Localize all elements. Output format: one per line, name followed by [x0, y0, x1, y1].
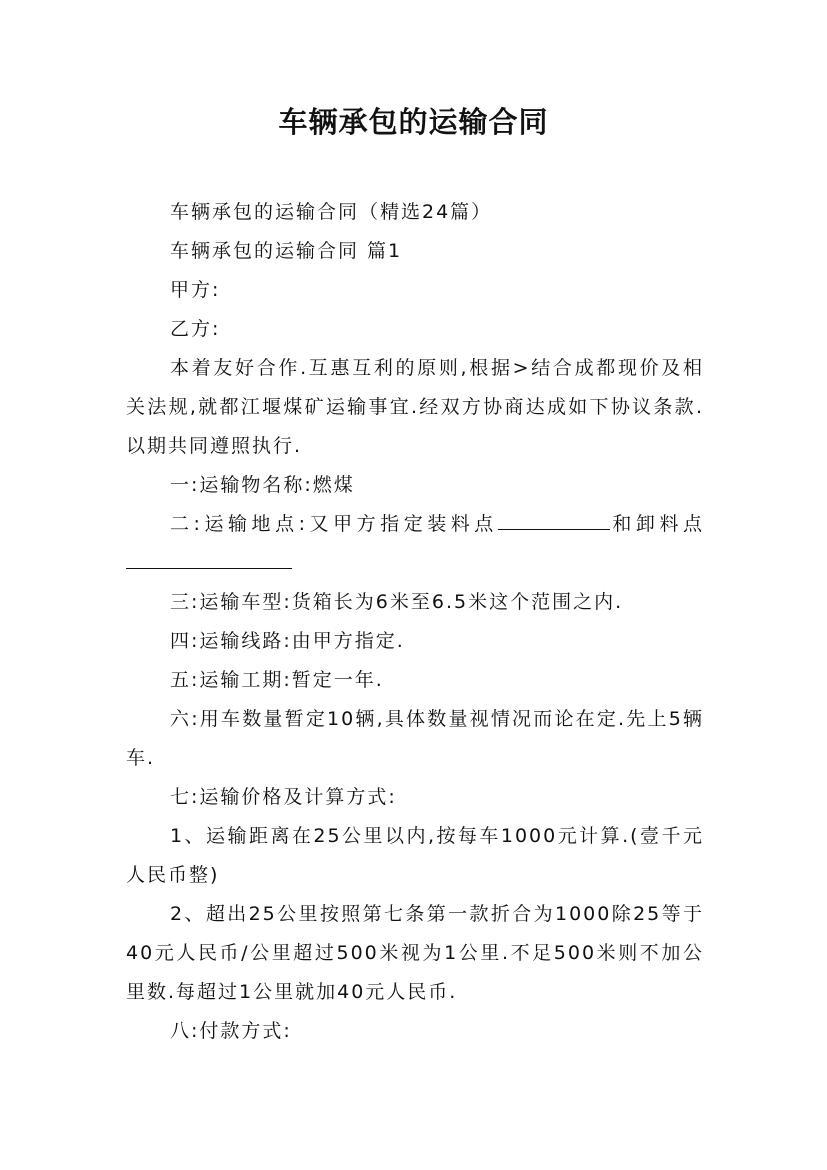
clause-1: 一:运输物名称:燃煤	[170, 474, 355, 496]
clause-6: 六:用车数量暂定10辆,具体数量视情况而论在定.先上5辆车.	[126, 708, 704, 769]
article-heading: 车辆承包的运输合同 篇1	[170, 240, 403, 262]
clause-2	[126, 505, 704, 583]
unloading-point-blank	[126, 546, 292, 569]
clause-4: 四:运输线路:由甲方指定.	[170, 630, 405, 652]
clause-7-2: 2、超出25公里按照第七条第一款折合为1000除25等于40元人民币/公里超过500米视为1公里.不足500米则不加公里数.每超过1公里就加40元人民币.	[126, 903, 704, 1003]
party-b-line: 乙方:	[170, 318, 221, 340]
document-title: 车辆承包的运输合同	[278, 105, 549, 139]
document-body	[126, 193, 704, 1051]
clause-7: 七:运输价格及计算方式:	[170, 786, 397, 808]
intro-paragraph: 本着友好合作.互惠互利的原则,根据>结合成都现价及相关法规,就都江堰煤矿运输事宜.经双方协商达成如下协议条款.以期共同遵照执行.	[126, 357, 704, 457]
clause-3: 三:运输车型:货箱长为6米至6.5米这个范围之内.	[170, 591, 624, 613]
subtitle-paragraph: 车辆承包的运输合同（精选24篇）	[170, 201, 493, 223]
party-a-line: 甲方:	[170, 279, 221, 301]
clause-2-text-middle: 和卸料点	[609, 513, 704, 535]
clause-2-text-start: 二:运输地点:又甲方指定装料点	[170, 513, 498, 535]
clause-5: 五:运输工期:暂定一年.	[170, 669, 384, 691]
clause-8: 八:付款方式:	[170, 1020, 292, 1042]
clause-7-1: 1、运输距离在25公里以内,按每车1000元计算.(壹千元人民币整)	[126, 825, 704, 886]
loading-point-blank	[498, 507, 610, 530]
